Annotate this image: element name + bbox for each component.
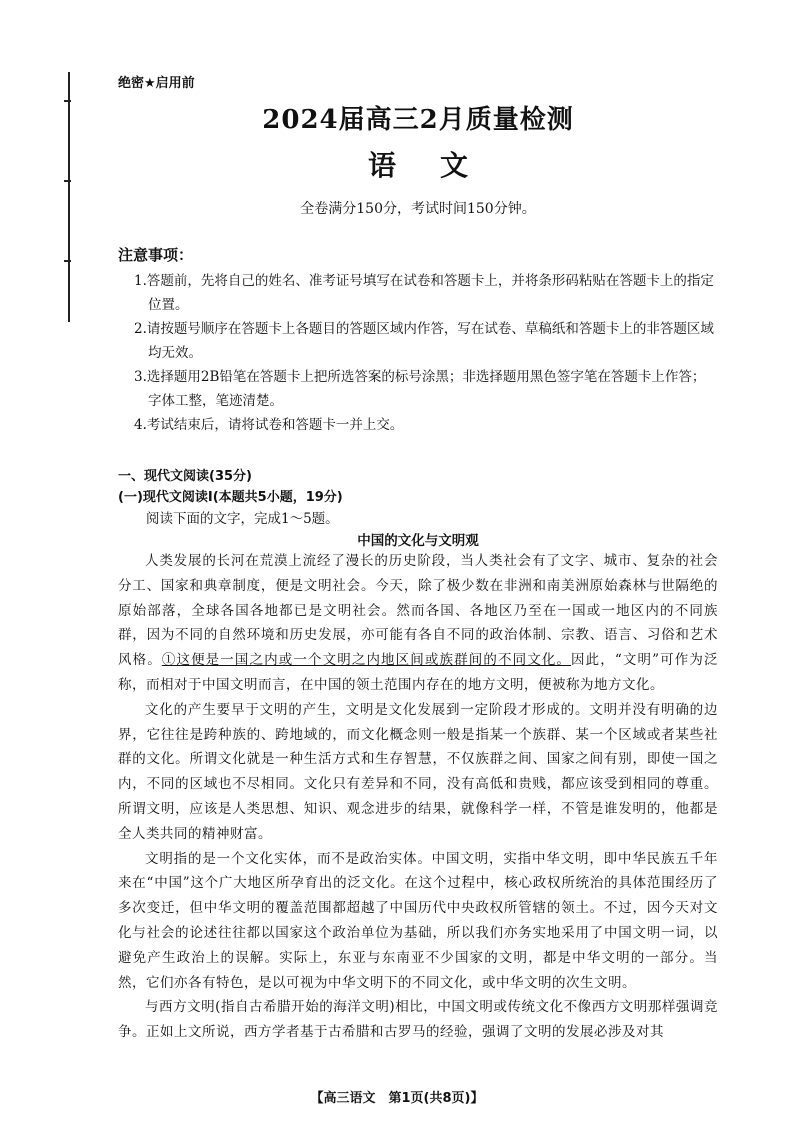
paragraph-3: 文明指的是一个文化实体，而不是政治实体。中国文明，实指中华文明，即中华民族五千年来在“中国”这个广大地区所孕育出的泛文化。在这个过程中，核心政权所统治的具体范围经历了多次变迁，但中华文明的覆盖范围都超越了中国历代中央政权所管辖的领土。不过，因今天对文化与社会的论述往往都以国家这个政治单位为基础，所以我们亦务实地采用了中国文明一词，以避免产生政治上的误解。实际上，东亚与东南亚不少国家的文明，都是中华文明的一部分。当然，它们亦各有特色，是以可视为中华文明下的不同文化，或中华文明的次生文明。 (118, 850, 718, 991)
subsection-heading: (一)现代文阅读Ⅰ(本题共5小题，19分) (118, 490, 343, 505)
subject-title: 语文 (367, 149, 512, 182)
notice-item: 3.选择题用2B铅笔在答题卡上把所选答案的标号涂黑；非选择题用黑色签字笔在答题卡上作答；字体工整，笔迹清楚。 (134, 369, 706, 409)
paragraph-1-start: 人类发展的长河在荒漠上流经了漫长的历史阶段，当人类社会有了文字、城市、复杂的社会分工、国家和典章制度，便是文明社会。今天，除了极少数在非洲和南美洲原始森林与世隔绝的原始部落，全球各国各地都已是文明社会。然而各国、各地区乃至在一国或一地区内的不同族群，因为不同的自然环境和历史发展，亦可能有各自不同的政治体制、宗教、语言、习俗和艺术风格。 (118, 553, 718, 669)
binding-tick (64, 100, 71, 102)
underlined-sentence-1: ①这便是一国之内或一个文明之内地区间或族群间的不同文化。 (161, 652, 572, 669)
notice-item: 4.考试结束后，请将试卷和答题卡一并上交。 (134, 417, 404, 433)
notice-list (118, 269, 718, 437)
secret-label: 绝密★启用前 (118, 76, 195, 91)
paragraph-4: 与西方文明(指自古希腊开始的海洋文明)相比，中国文明或传统文化不像西方文明那样强调竞争。正如上文所说，西方学者基于古希腊和古罗马的经验，强调了文明的发展必涉及对其 (118, 999, 718, 1041)
paragraph-1 (118, 549, 718, 698)
notice-item: 2.请按题号顺序在答题卡上各题目的答题区域内作答，写在试卷、草稿纸和答题卡上的非答题区域均无效。 (134, 321, 714, 361)
article-title: 中国的文化与文明观 (357, 533, 479, 549)
notice-item: 1.答题前，先将自己的姓名、准考证号填写在试卷和答题卡上，并将条形码粘贴在答题卡上的指定位置。 (134, 273, 714, 313)
section-heading: 一、现代文阅读(35分) (118, 469, 252, 484)
binding-tick (64, 180, 71, 182)
reading-instruction: 阅读下面的文字，完成1～5题。 (146, 511, 339, 527)
paragraph-1-end: 因此，“文明”可作为泛称，而相对于中国文明而言，在中国的领土范围内存在的地方文明，便被称为地方文化。 (118, 652, 718, 693)
binding-tick (64, 260, 71, 262)
score-info: 全卷满分150分，考试时间150分钟。 (300, 201, 536, 217)
binding-line (68, 72, 70, 322)
notice-heading: 注意事项： (118, 246, 194, 264)
paragraph-2: 文化的产生要早于文明的产生，文明是文化发展到一定阶段才形成的。文明并没有明确的边界，它往往是跨种族的、跨地域的，而文化概念则一般是指某一个族群、某一个区域或者某些社群的文化。所谓文化就是一种生活方式和生存智慧，不仅族群之间、国家之间有别，即使一国之内，不同的区域也不尽相同。文化只有差异和不同，没有高低和贵贱，都应该受到相同的尊重。所谓文明，应该是人类思想、知识、观念进步的结果，就像科学一样，不管是谁发明的，他都是全人类共同的精神财富。 (118, 701, 718, 842)
page-footer: 【高三语文 第1页(共8页)】 (310, 1091, 484, 1106)
exam-page (118, 72, 718, 1045)
exam-title: 2024届高三2月质量检测 (262, 105, 574, 135)
